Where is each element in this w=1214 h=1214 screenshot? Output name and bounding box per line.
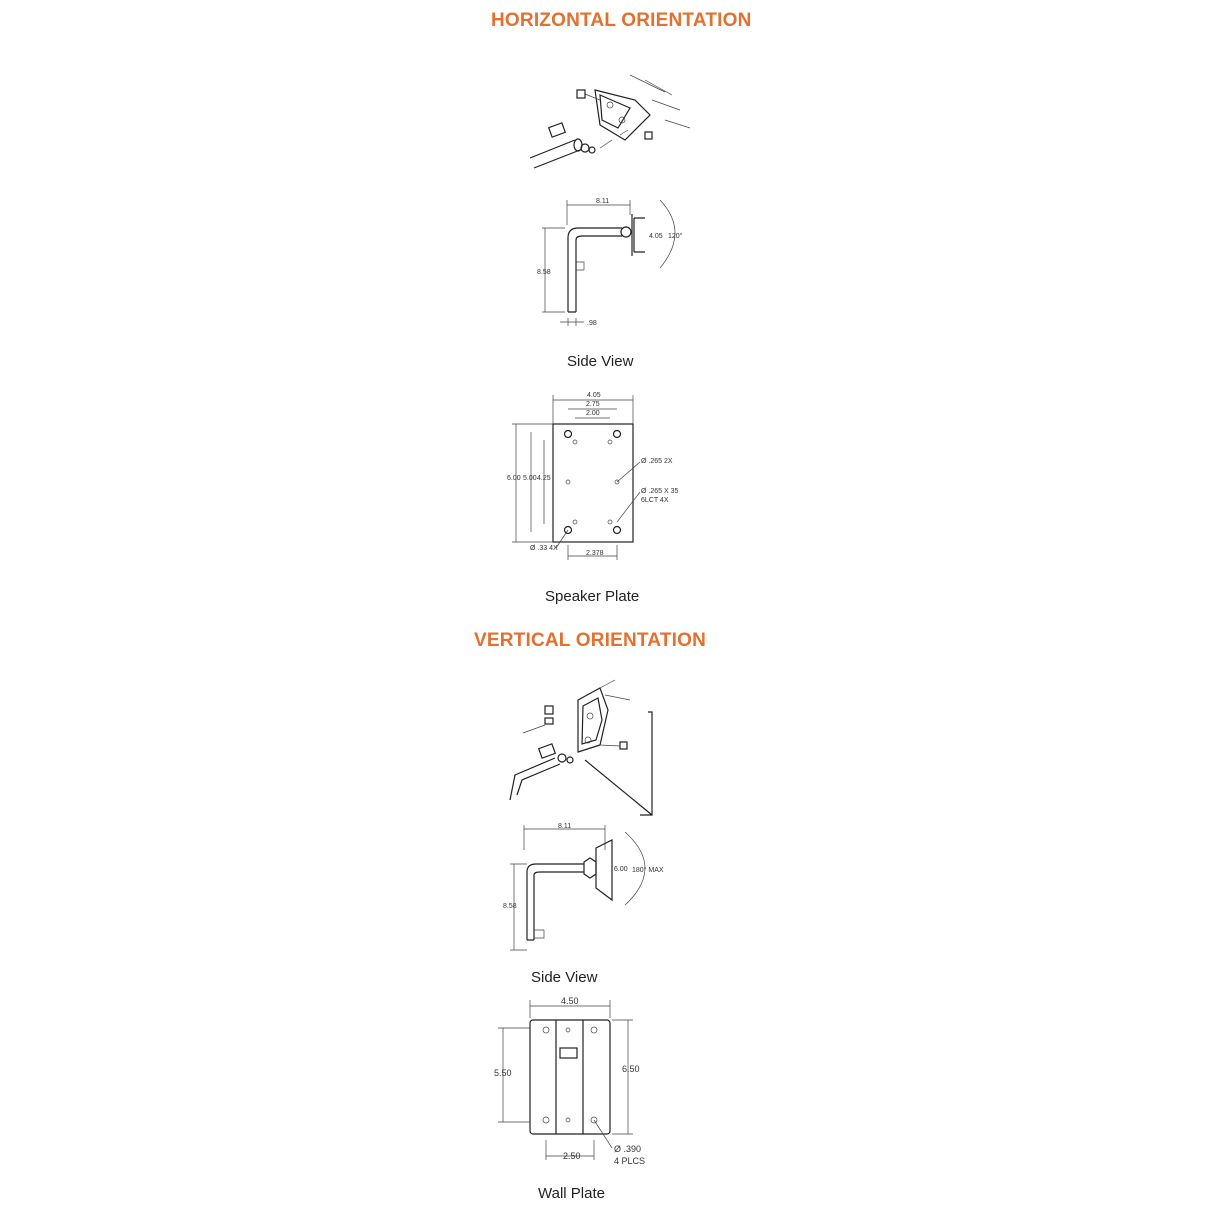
dim-h3: 4.25 bbox=[537, 475, 551, 482]
vdim-bracket: 6.00 bbox=[614, 866, 628, 873]
dim-offset: .98 bbox=[587, 320, 597, 327]
vertical-side-view-caption: Side View bbox=[531, 969, 598, 986]
label-hole2: Ø .265 X 35 bbox=[641, 488, 679, 495]
dim-angle: 120° bbox=[668, 233, 683, 240]
vertical-orientation-heading: VERTICAL ORIENTATION bbox=[474, 630, 706, 651]
wdim-h-outer: 6.50 bbox=[622, 1064, 640, 1074]
dim-w1: 4.05 bbox=[587, 392, 601, 399]
speaker-plate-caption: Speaker Plate bbox=[545, 588, 640, 605]
dim-h1: 6.00 bbox=[507, 475, 521, 482]
wdim-h-inner: 5.50 bbox=[494, 1068, 512, 1078]
horizontal-orientation-heading: HORIZONTAL ORIENTATION bbox=[491, 10, 752, 31]
vertical-side-view-drawing bbox=[503, 823, 664, 950]
speaker-plate-drawing bbox=[507, 392, 678, 560]
dim-bracket: 4.05 bbox=[649, 233, 663, 240]
horizontal-side-view-drawing bbox=[537, 198, 683, 327]
wall-plate-drawing bbox=[494, 996, 645, 1166]
dim-w2: 2.75 bbox=[586, 401, 600, 408]
dim-height: 8.58 bbox=[537, 269, 551, 276]
dim-h2: 5.00 bbox=[523, 475, 537, 482]
wdim-width: 4.50 bbox=[561, 996, 579, 1006]
dim-w3: 2.00 bbox=[586, 410, 600, 417]
dim-width: 8.11 bbox=[596, 198, 610, 205]
horizontal-exploded-view bbox=[530, 75, 690, 168]
label-hole3: Ø .33 4X bbox=[530, 545, 558, 552]
label-wall-hole-count: 4 PLCS bbox=[614, 1156, 646, 1166]
horizontal-side-view-caption: Side View bbox=[567, 353, 634, 370]
label-hole2b: 6LCT 4X bbox=[641, 497, 669, 504]
vertical-exploded-view bbox=[510, 680, 652, 815]
label-wall-hole: Ø .390 bbox=[614, 1144, 642, 1154]
wall-plate-caption: Wall Plate bbox=[538, 1185, 605, 1202]
vdim-height: 8.58 bbox=[503, 903, 517, 910]
vdim-angle: 180° MAX bbox=[632, 867, 664, 874]
wdim-bottom: 2.50 bbox=[563, 1151, 581, 1161]
label-hole1: Ø .265 2X bbox=[641, 458, 673, 465]
dim-bottom: 2.378 bbox=[586, 550, 604, 557]
vdim-width: 8.11 bbox=[558, 823, 572, 830]
